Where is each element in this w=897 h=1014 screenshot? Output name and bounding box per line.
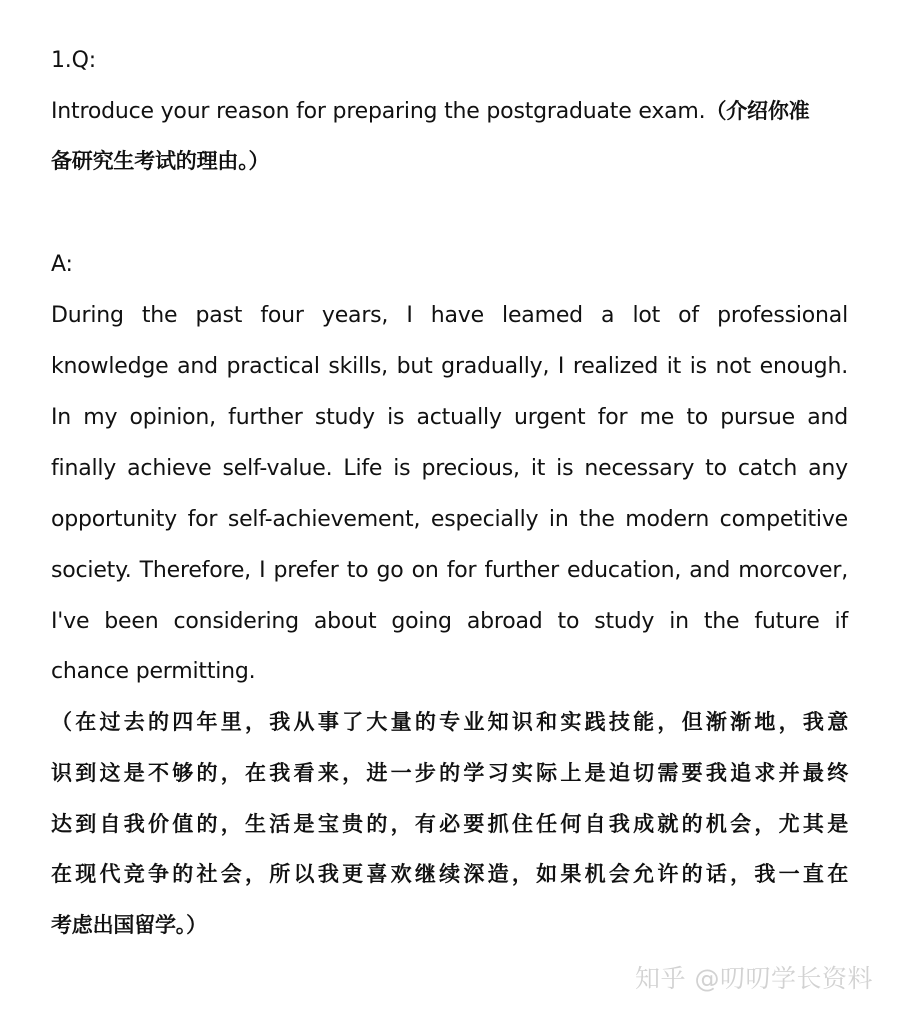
question-text-cn-end: 备研究生考试的理由。）	[51, 148, 270, 173]
answer-cn-line: 在现代竞争的社会，所以我更喜欢继续深造，如果机会允许的话，我一直在	[51, 861, 848, 886]
answer-cn-line: 达到自我价值的，生活是宝贵的，有必要抓住任何自我成就的机会，尤其是	[51, 811, 848, 836]
answer-cn-line: 识到这是不够的，在我看来，进一步的学习实际上是迫切需要我追求并最终	[51, 760, 848, 785]
answer-en-line: During the past four years, I have leamed a lot of professional	[51, 303, 848, 328]
question-text-en: Introduce your reason for preparing the postgraduate exam.	[51, 99, 706, 124]
question-text-cn-start: （介绍你准	[705, 98, 810, 123]
zhihu-watermark: 知乎 @叨叨学长资料	[635, 964, 873, 993]
answer-en-line: finally achieve self-value. Life is precious, it is necessary to catch any	[51, 456, 848, 481]
answer-en-line: opportunity for self-achievement, especially in the modern competitive	[51, 507, 848, 532]
answer-en-line: In my opinion, further study is actually urgent for me to pursue and	[51, 405, 848, 430]
answer-en-line: society. Therefore, I prefer to go on for further education, and morcover,	[51, 558, 848, 583]
answer-en-line: chance permitting.	[51, 659, 256, 684]
answer-cn-line: （在过去的四年里，我从事了大量的专业知识和实践技能，但渐渐地，我意	[51, 709, 848, 734]
answer-en-line: knowledge and practical skills, but gradually, I realized it is not enough.	[51, 354, 848, 379]
answer-cn-line: 考虑出国留学。）	[51, 912, 207, 937]
answer-label: A:	[51, 252, 73, 277]
question-line-1	[51, 96, 809, 127]
question-label: 1.Q:	[51, 48, 96, 73]
answer-en-line: I've been considering about going abroad to study in the future if	[51, 609, 848, 634]
